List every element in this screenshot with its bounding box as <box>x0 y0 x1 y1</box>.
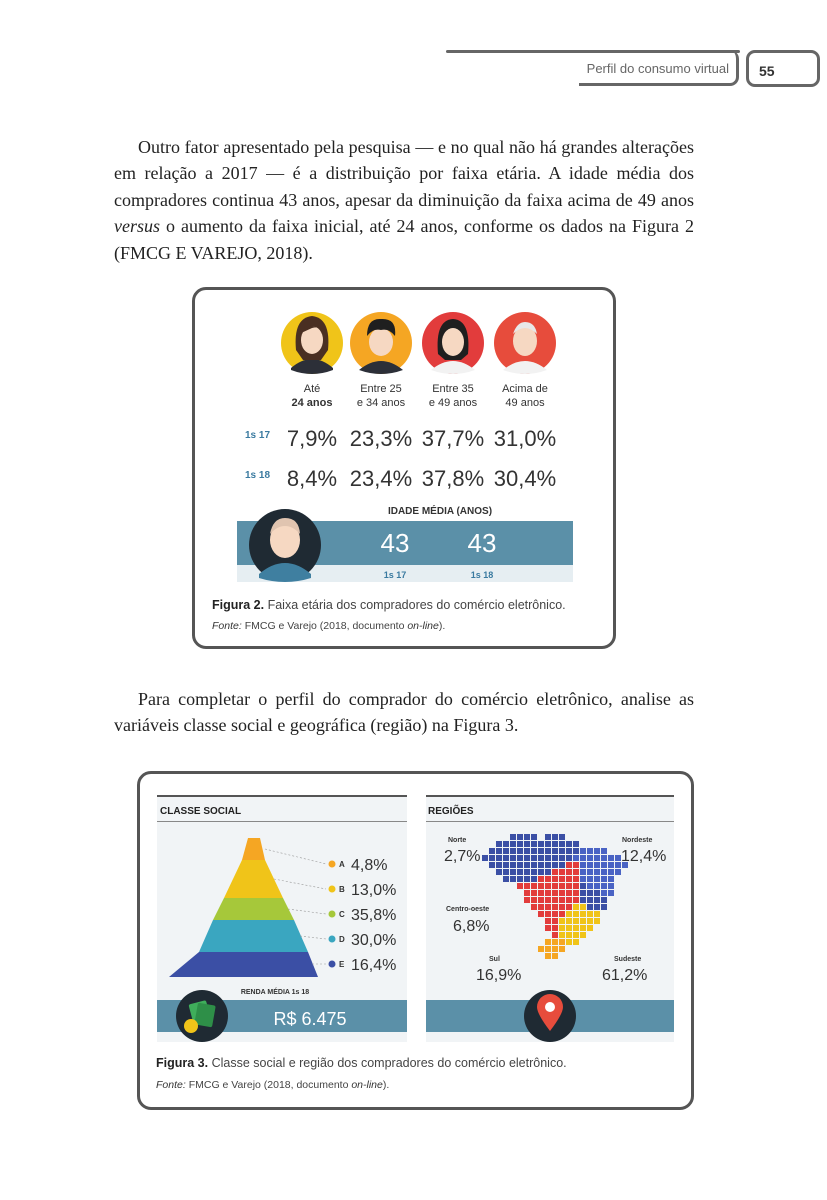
map-pixel <box>608 855 614 861</box>
map-pixel <box>594 862 600 868</box>
map-pixel <box>559 848 565 854</box>
map-pixel <box>524 897 530 903</box>
map-pixel <box>580 862 586 868</box>
map-pixel <box>489 848 495 854</box>
average-value-1s18: 43 <box>467 528 497 558</box>
page-number: 55 <box>759 63 775 79</box>
map-pixel <box>517 876 523 882</box>
map-pixel <box>573 855 579 861</box>
map-pixel <box>545 876 551 882</box>
map-pixel <box>552 918 558 924</box>
map-pixel <box>538 946 544 952</box>
map-pixel <box>594 911 600 917</box>
map-pixel <box>552 953 558 959</box>
map-pixel <box>524 876 530 882</box>
map-pixel <box>580 911 586 917</box>
map-pixel <box>559 855 565 861</box>
map-pixel <box>601 904 607 910</box>
age-label-3-line2: e 49 anos <box>428 397 478 409</box>
map-pixel <box>559 841 565 847</box>
map-pixel <box>587 876 593 882</box>
region-title-rule <box>426 821 674 822</box>
map-pixel <box>482 855 488 861</box>
source-end: ). <box>438 620 446 632</box>
map-pixel <box>531 883 537 889</box>
map-pixel <box>608 869 614 875</box>
map-pixel <box>559 904 565 910</box>
map-pixel <box>545 848 551 854</box>
map-pixel <box>496 841 502 847</box>
map-pixel <box>503 848 509 854</box>
map-pixel <box>573 918 579 924</box>
class-value-e: 16,4% <box>351 957 397 974</box>
map-pixel <box>517 841 523 847</box>
map-pixel <box>566 911 572 917</box>
class-dot-b <box>329 886 336 893</box>
map-pixel <box>580 932 586 938</box>
avatar-acima-49 <box>494 312 556 374</box>
paragraph-text-end: o aumento da faixa inicial, até 24 anos, conforme os dados na Figura 2 (FMCG E VAREJO, 2018). <box>114 216 694 263</box>
map-pixel <box>559 911 565 917</box>
pyramid-layer-d <box>199 920 308 952</box>
map-pixel <box>566 869 572 875</box>
class-value-b: 13,0% <box>351 882 397 899</box>
region-title: REGIÕES <box>428 806 474 817</box>
map-pixel <box>594 855 600 861</box>
map-pixel <box>552 897 558 903</box>
map-pixel <box>545 897 551 903</box>
map-pixel <box>601 883 607 889</box>
map-pixel <box>559 925 565 931</box>
map-pixel <box>601 890 607 896</box>
paragraph-italic: versus <box>114 216 160 237</box>
class-value-d: 30,0% <box>351 932 397 949</box>
map-pixel <box>552 862 558 868</box>
map-pixel <box>608 890 614 896</box>
source-italic: on-line <box>407 620 439 632</box>
map-pixel <box>566 862 572 868</box>
map-pixel <box>566 918 572 924</box>
average-title: IDADE MÉDIA (ANOS) <box>387 506 493 517</box>
map-pixel <box>566 848 572 854</box>
map-pixel <box>524 841 530 847</box>
map-pixel <box>545 939 551 945</box>
map-pixel <box>580 855 586 861</box>
map-pixel <box>580 883 586 889</box>
map-pixel <box>510 862 516 868</box>
map-pixel <box>601 848 607 854</box>
age-label-2-line2: e 34 anos <box>356 397 406 409</box>
map-pixel <box>545 883 551 889</box>
map-pixel <box>559 939 565 945</box>
map-pixel <box>538 841 544 847</box>
figure-3-caption <box>156 1056 567 1070</box>
map-pixel <box>566 841 572 847</box>
map-pixel <box>503 855 509 861</box>
avatar-ate-24 <box>281 312 343 374</box>
source-end: ). <box>382 1079 390 1091</box>
age-label-1-line2: 24 anos <box>291 397 333 409</box>
running-title: Perfil do consumo virtual <box>586 61 729 76</box>
age-label-3-line1: Entre 35 <box>432 383 474 395</box>
map-pixel <box>594 848 600 854</box>
map-pixel <box>566 883 572 889</box>
class-letter-e: E <box>339 960 345 969</box>
map-pixel <box>545 834 551 840</box>
map-pixel <box>524 848 530 854</box>
map-pixel <box>510 834 516 840</box>
map-pixel <box>559 862 565 868</box>
map-pixel <box>496 848 502 854</box>
region-name-nordeste: Nordeste <box>622 837 653 844</box>
region-value-sudeste: 61,2% <box>602 967 648 984</box>
paragraph-age-distribution <box>114 134 694 266</box>
map-pixel <box>566 932 572 938</box>
map-pixel <box>587 897 593 903</box>
map-pixel <box>559 834 565 840</box>
map-pixel <box>566 925 572 931</box>
region-value-centro-oeste: 6,8% <box>453 918 490 935</box>
map-pixel <box>552 932 558 938</box>
map-pixel <box>601 855 607 861</box>
map-pixel <box>573 890 579 896</box>
value-1s18-age4: 30,4% <box>493 466 557 491</box>
map-pixel <box>594 876 600 882</box>
map-pixel <box>531 869 537 875</box>
map-pixel <box>552 911 558 917</box>
value-1s17-age1: 7,9% <box>286 426 338 451</box>
map-pixel <box>552 848 558 854</box>
class-dot-d <box>329 936 336 943</box>
map-pixel <box>510 841 516 847</box>
map-pixel <box>552 925 558 931</box>
map-pixel <box>615 869 621 875</box>
map-pixel <box>559 890 565 896</box>
map-pixel <box>594 890 600 896</box>
map-pixel <box>489 855 495 861</box>
map-pixel <box>538 848 544 854</box>
avatar-25-34 <box>350 312 412 374</box>
class-title-rule <box>157 821 407 822</box>
map-pixel <box>517 869 523 875</box>
map-pixel <box>510 869 516 875</box>
map-pixel <box>552 855 558 861</box>
value-1s17-age3: 37,7% <box>421 426 485 451</box>
map-pixel <box>573 897 579 903</box>
age-infographic <box>195 290 613 646</box>
map-pixel <box>538 855 544 861</box>
map-pixel <box>587 918 593 924</box>
caption-label: Figura 2. <box>212 598 265 612</box>
income-value: R$ 6.475 <box>273 1009 347 1029</box>
map-pixel <box>545 841 551 847</box>
map-pixel <box>538 869 544 875</box>
map-pixel <box>531 876 537 882</box>
map-pixel <box>538 876 544 882</box>
figure-2-caption <box>212 598 566 612</box>
class-letter-a: A <box>339 860 345 869</box>
map-pixel <box>538 862 544 868</box>
map-pixel <box>594 883 600 889</box>
income-label: RENDA MÉDIA 1s 18 <box>240 989 310 996</box>
pyramid-layer-c <box>213 898 294 920</box>
caption-label: Figura 3. <box>156 1056 209 1070</box>
average-label-1s17: 1s 17 <box>383 570 407 580</box>
map-pixel <box>531 834 537 840</box>
map-pixel <box>552 946 558 952</box>
age-label-1-line1: Até <box>303 383 321 395</box>
region-value-norte: 2,7% <box>444 848 481 865</box>
class-value-a: 4,8% <box>351 857 388 874</box>
map-pixel <box>573 904 579 910</box>
map-pixel <box>601 876 607 882</box>
map-pixel <box>587 925 593 931</box>
value-1s17-age2: 23,3% <box>349 426 413 451</box>
map-pixel <box>496 869 502 875</box>
map-pixel <box>524 834 530 840</box>
map-pixel <box>538 904 544 910</box>
map-pixel <box>601 862 607 868</box>
map-pixel <box>608 883 614 889</box>
map-pixel <box>573 848 579 854</box>
map-pixel <box>552 869 558 875</box>
map-pixel <box>573 869 579 875</box>
map-pixel <box>531 904 537 910</box>
class-title: CLASSE SOCIAL <box>160 806 242 817</box>
map-pixel <box>545 918 551 924</box>
map-pixel <box>566 897 572 903</box>
map-pixel <box>559 932 565 938</box>
map-pixel <box>580 925 586 931</box>
map-pixel <box>538 890 544 896</box>
class-dot-c <box>329 911 336 918</box>
map-pixel <box>545 946 551 952</box>
source-italic: on-line <box>351 1079 383 1091</box>
map-pixel <box>524 869 530 875</box>
map-pixel <box>573 911 579 917</box>
map-pixel <box>566 890 572 896</box>
map-pixel <box>496 862 502 868</box>
map-pixel <box>517 855 523 861</box>
map-pixel <box>580 904 586 910</box>
map-pixel <box>552 939 558 945</box>
map-pixel <box>524 883 530 889</box>
map-pixel <box>566 855 572 861</box>
map-pixel <box>573 883 579 889</box>
map-pixel <box>496 855 502 861</box>
map-pixel <box>580 890 586 896</box>
caption-text: Faixa etária dos compradores do comércio eletrônico. <box>267 598 566 612</box>
map-pixel <box>510 848 516 854</box>
map-pixel <box>531 862 537 868</box>
class-dot-e <box>329 961 336 968</box>
map-pixel <box>545 869 551 875</box>
figure-3-source <box>156 1079 389 1091</box>
region-name-sul: Sul <box>489 956 500 963</box>
page-number-box <box>746 50 820 87</box>
map-pixel <box>580 876 586 882</box>
money-icon <box>176 990 228 1042</box>
map-pixel <box>552 883 558 889</box>
class-letter-d: D <box>339 935 345 944</box>
map-pixel <box>559 883 565 889</box>
map-pixel <box>580 848 586 854</box>
map-pixel <box>531 855 537 861</box>
map-pixel <box>566 904 572 910</box>
row-label-1s17: 1s 17 <box>245 430 271 441</box>
paragraph-text: Para completar o perfil do comprador do comércio eletrônico, analise as variáveis classe social e geográfica (região) na Figura 3. <box>114 689 694 736</box>
map-pixel <box>510 876 516 882</box>
region-value-nordeste: 12,4% <box>621 848 667 865</box>
class-value-c: 35,8% <box>351 907 397 924</box>
map-pixel <box>587 890 593 896</box>
map-pixel <box>503 869 509 875</box>
map-pixel <box>587 848 593 854</box>
figure-3-frame <box>137 771 694 1110</box>
map-pixel <box>566 876 572 882</box>
map-pixel <box>573 939 579 945</box>
figure-2-frame <box>192 287 616 649</box>
map-pixel <box>566 939 572 945</box>
map-pixel <box>559 918 565 924</box>
map-pixel <box>552 904 558 910</box>
map-pixel <box>594 918 600 924</box>
map-pixel <box>608 876 614 882</box>
map-pixel <box>503 841 509 847</box>
map-pixel <box>601 897 607 903</box>
map-pixel <box>524 890 530 896</box>
age-label-2-line1: Entre 25 <box>360 383 402 395</box>
paragraph-class-region <box>114 686 694 739</box>
avatar-35-49 <box>422 312 484 374</box>
source-text: FMCG e Varejo (2018, documento <box>188 1079 352 1091</box>
map-pixel <box>531 890 537 896</box>
map-pixel <box>538 883 544 889</box>
map-pixel <box>552 841 558 847</box>
map-pixel <box>531 841 537 847</box>
map-pixel <box>587 869 593 875</box>
map-pixel <box>503 862 509 868</box>
map-pixel <box>580 869 586 875</box>
map-pixel <box>580 918 586 924</box>
map-pixel <box>587 911 593 917</box>
class-dot-a <box>329 861 336 868</box>
class-letter-c: C <box>339 910 345 919</box>
map-pixel <box>587 855 593 861</box>
map-pixel <box>594 869 600 875</box>
class-panel-top-rule <box>157 795 407 797</box>
average-label-1s18: 1s 18 <box>470 570 494 580</box>
map-pixel <box>559 869 565 875</box>
map-pixel <box>552 834 558 840</box>
region-name-norte: Norte <box>448 837 467 844</box>
map-pixel <box>489 862 495 868</box>
map-pixel <box>594 897 600 903</box>
map-pixel <box>573 841 579 847</box>
row-label-1s18: 1s 18 <box>245 470 271 481</box>
paragraph-text: Outro fator apresentado pela pesquisa — e no qual não há grandes alterações em relação a 2017 — é a distribuição por faixa etária. A idade média dos compradores continua 43 anos, apesar da diminuição da faixa acima de 49 anos <box>114 137 694 210</box>
value-1s17-age4: 31,0% <box>493 426 557 451</box>
source-label: Fonte: <box>212 620 242 632</box>
map-pixel <box>531 897 537 903</box>
map-pixel <box>545 911 551 917</box>
map-pixel <box>545 890 551 896</box>
value-1s18-age1: 8,4% <box>286 466 338 491</box>
caption-text: Classe social e região dos compradores do comércio eletrônico. <box>211 1056 567 1070</box>
map-pixel <box>524 862 530 868</box>
map-pixel <box>608 862 614 868</box>
map-pixel <box>580 897 586 903</box>
value-1s18-age2: 23,4% <box>349 466 413 491</box>
map-pixel <box>538 897 544 903</box>
map-pixel <box>559 876 565 882</box>
map-pixel <box>545 904 551 910</box>
average-value-1s17: 43 <box>380 528 410 558</box>
map-pixel <box>587 862 593 868</box>
source-text: FMCG e Varejo (2018, documento <box>244 620 408 632</box>
map-pixel <box>545 953 551 959</box>
location-pin-icon <box>524 990 576 1042</box>
map-pixel <box>545 862 551 868</box>
map-pixel <box>545 925 551 931</box>
value-1s18-age3: 37,8% <box>421 466 485 491</box>
class-letter-b: B <box>339 885 345 894</box>
region-name-centro-oeste: Centro-oeste <box>446 906 490 913</box>
map-pixel <box>559 946 565 952</box>
map-pixel <box>531 848 537 854</box>
map-pixel <box>517 883 523 889</box>
source-label: Fonte: <box>156 1079 186 1091</box>
map-pixel <box>587 904 593 910</box>
map-pixel <box>517 834 523 840</box>
age-label-4-line2: 49 anos <box>505 397 545 409</box>
region-panel-top-rule <box>426 795 674 797</box>
map-pixel <box>594 904 600 910</box>
map-pixel <box>524 855 530 861</box>
map-pixel <box>573 862 579 868</box>
map-pixel <box>573 925 579 931</box>
figure-2-source <box>212 620 445 632</box>
map-pixel <box>552 890 558 896</box>
region-name-sudeste: Sudeste <box>614 956 642 963</box>
region-value-sul: 16,9% <box>476 967 522 984</box>
age-label-4-line1: Acima de <box>502 383 548 395</box>
map-pixel <box>503 876 509 882</box>
map-pixel <box>587 883 593 889</box>
map-pixel <box>559 897 565 903</box>
map-pixel <box>545 855 551 861</box>
map-pixel <box>573 876 579 882</box>
map-pixel <box>517 862 523 868</box>
map-pixel <box>510 855 516 861</box>
map-pixel <box>517 848 523 854</box>
map-pixel <box>552 876 558 882</box>
map-pixel <box>573 932 579 938</box>
map-pixel <box>538 911 544 917</box>
map-pixel <box>601 869 607 875</box>
